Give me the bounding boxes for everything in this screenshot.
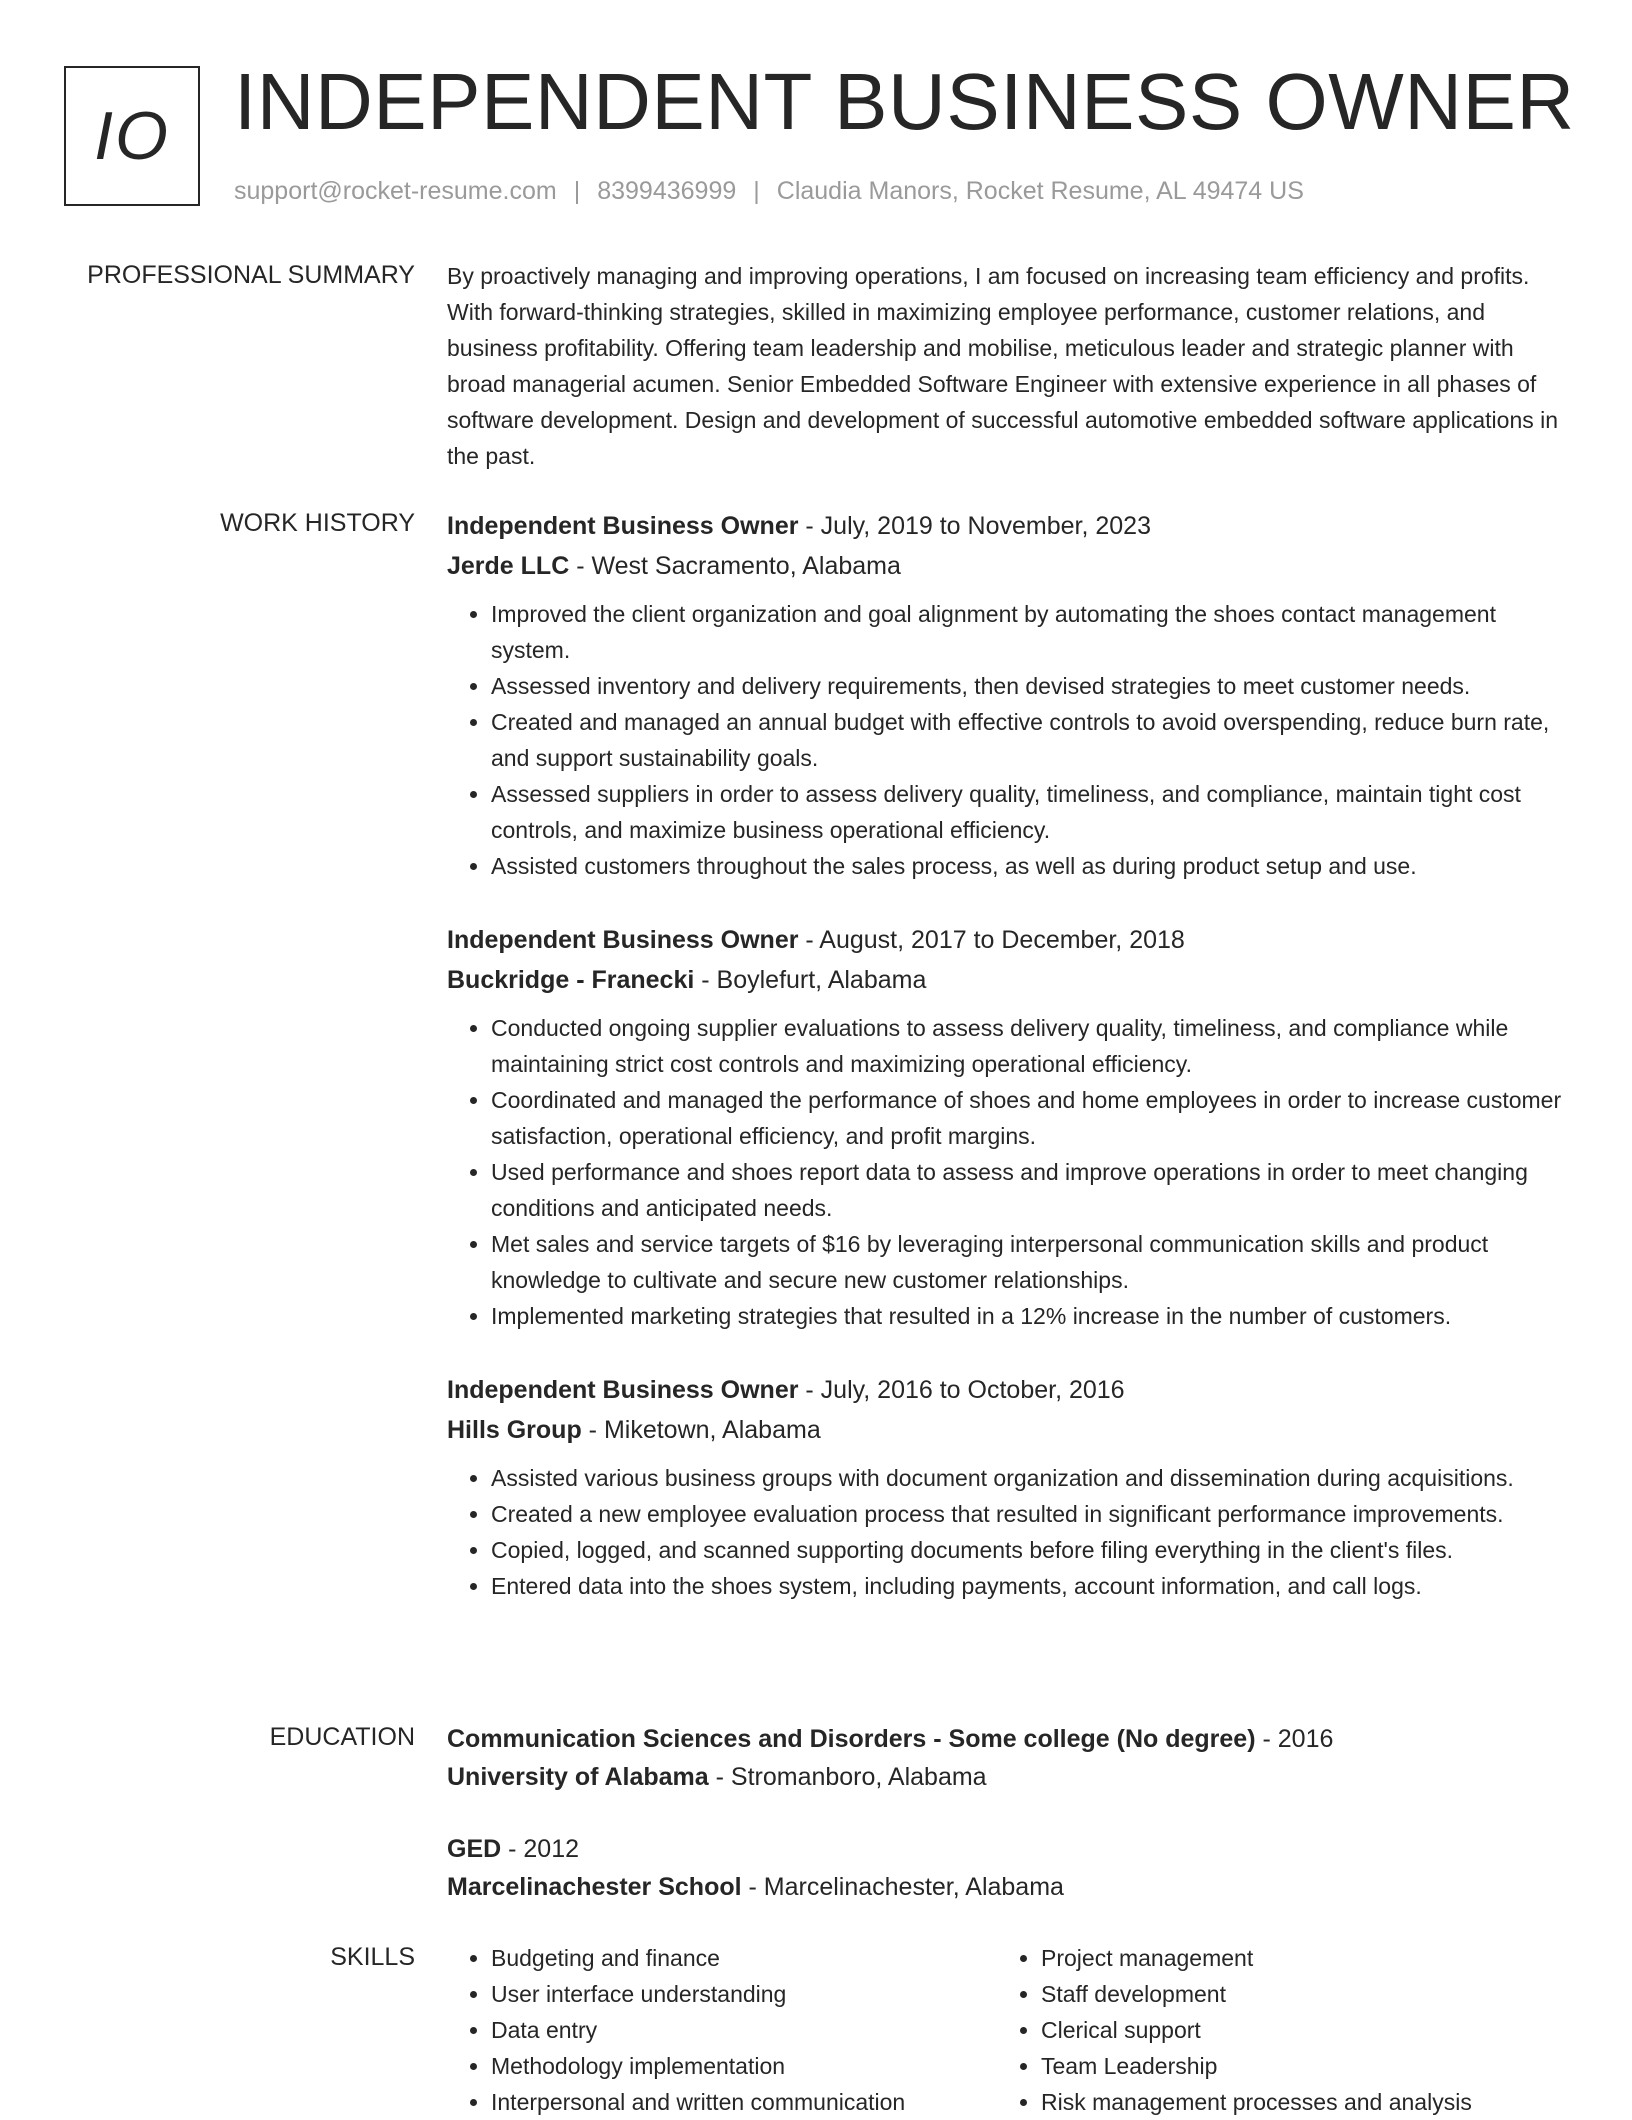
skill-item: • Methodology implementation <box>491 2048 997 2084</box>
job-title-line <box>447 506 1567 546</box>
job-dates: - July, 2019 to November, 2023 <box>798 512 1151 540</box>
education-school: Marcelinachester School <box>447 1873 742 1901</box>
skills-grid <box>447 1940 1567 2120</box>
skill-item: • Project management <box>1041 1940 1547 1976</box>
education-year: - 2012 <box>501 1835 580 1863</box>
job-title-line <box>447 1370 1567 1410</box>
job-dates: - August, 2017 to December, 2018 <box>798 926 1185 954</box>
job-bullet: • Implemented marketing strategies that resulted in a 12% increase in the number of customers. <box>491 1298 1567 1334</box>
job-dates: - July, 2016 to October, 2016 <box>798 1376 1125 1404</box>
contact-separator: | <box>573 177 581 205</box>
skill-item: • Clerical support <box>1041 2012 1547 2048</box>
education-label: EDUCATION <box>269 1723 415 1751</box>
job-bullet: • Assessed suppliers in order to assess delivery quality, timeliness, and compliance, maintain tight cost controls, and maximize business operational efficiency. <box>491 776 1567 848</box>
job-bullet: • Entered data into the shoes system, including payments, account information, and call logs. <box>491 1568 1567 1604</box>
contact-address: Claudia Manors, Rocket Resume, AL 49474 US <box>776 177 1304 205</box>
job-entry <box>447 920 1567 1334</box>
job-title: Independent Business Owner <box>447 926 799 954</box>
education-school-line <box>447 1758 1567 1796</box>
job-entry <box>447 506 1567 884</box>
job-title: Independent Business Owner <box>447 1376 799 1404</box>
contact-phone: 8399436999 <box>597 177 737 205</box>
job-location: - Miketown, Alabama <box>581 1416 821 1444</box>
skill-item: • Data entry <box>491 2012 997 2048</box>
education-location: - Marcelinachester, Alabama <box>741 1873 1064 1901</box>
job-bullet: • Assessed inventory and delivery requirements, then devised strategies to meet customer needs. <box>491 668 1567 704</box>
job-company: Jerde LLC <box>447 552 570 580</box>
education-entry <box>447 1720 1567 1796</box>
job-bullet: • Assisted various business groups with document organization and dissemination during acquisitions. <box>491 1460 1567 1496</box>
job-bullet: • Created a new employee evaluation process that resulted in significant performance improvements. <box>491 1496 1567 1532</box>
job-title: Independent Business Owner <box>447 512 799 540</box>
education-entry <box>447 1830 1567 1906</box>
job-bullet: • Improved the client organization and goal alignment by automating the shoes contact management system. <box>491 596 1567 668</box>
job-bullet: • Met sales and service targets of $16 by leveraging interpersonal communication skills and product knowledge to cultivate and secure new customer relationships. <box>491 1226 1567 1298</box>
summary-label: PROFESSIONAL SUMMARY <box>87 261 415 289</box>
job-bullet: • Conducted ongoing supplier evaluations to assess delivery quality, timeliness, and compliance while maintaining strict cost controls and maximizing operational efficiency. <box>491 1010 1567 1082</box>
monogram-box <box>64 66 200 206</box>
skill-item: • Staff development <box>1041 1976 1547 2012</box>
skills-body <box>447 1940 1567 2120</box>
job-bullet-list <box>447 596 1567 884</box>
work-history-label: WORK HISTORY <box>220 509 415 537</box>
monogram-initials: IO <box>94 98 170 174</box>
contact-separator: | <box>753 177 760 205</box>
job-bullet: • Coordinated and managed the performance of shoes and home employees in order to increase customer satisfaction, operational efficiency, and profit margins. <box>491 1082 1567 1154</box>
job-company: Hills Group <box>447 1416 582 1444</box>
contact-line <box>234 174 1304 208</box>
skill-item: • Risk management processes and analysis <box>1041 2084 1547 2120</box>
skill-item: • Team Leadership <box>1041 2048 1547 2084</box>
job-location: - Boylefurt, Alabama <box>694 966 927 994</box>
summary-body <box>447 258 1567 474</box>
job-location: - West Sacramento, Alabama <box>569 552 901 580</box>
job-bullet-list <box>447 1010 1567 1334</box>
skills-list-left <box>447 1940 997 2120</box>
skill-item: • Budgeting and finance <box>491 1940 997 1976</box>
job-bullet: • Created and managed an annual budget with effective controls to avoid overspending, reduce burn rate, and support sustainability goals. <box>491 704 1567 776</box>
education-location: - Stromanboro, Alabama <box>708 1763 987 1791</box>
skills-column-right <box>997 1940 1547 2120</box>
contact-email: support@rocket-resume.com <box>234 177 557 205</box>
job-title-line <box>447 920 1567 960</box>
skill-item: • User interface understanding <box>491 1976 997 2012</box>
skills-label: SKILLS <box>330 1943 415 1971</box>
job-bullet: • Assisted customers throughout the sales process, as well as during product setup and use. <box>491 848 1567 884</box>
education-degree: Communication Sciences and Disorders - Some college (No degree) <box>447 1725 1256 1753</box>
skills-list-right <box>997 1940 1547 2120</box>
education-degree: GED <box>447 1835 502 1863</box>
job-company-line <box>447 960 1567 1000</box>
job-bullet: • Copied, logged, and scanned supporting documents before filing everything in the client's files. <box>491 1532 1567 1568</box>
resume-name: INDEPENDENT BUSINESS OWNER <box>234 57 1575 146</box>
education-degree-line <box>447 1830 1567 1868</box>
work-history-body <box>447 506 1567 1640</box>
job-company-line <box>447 546 1567 586</box>
education-year: - 2016 <box>1255 1725 1334 1753</box>
job-bullet: • Used performance and shoes report data to assess and improve operations in order to meet changing conditions and anticipated needs. <box>491 1154 1567 1226</box>
skill-item: • Interpersonal and written communication <box>491 2084 997 2120</box>
summary-text: By proactively managing and improving operations, I am focused on increasing team efficiency and profits. With forward-thinking strategies, skilled in maximizing employee performance, customer relations, and business profitability. Offering team leadership and mobilise, meticulous leader and strategic planner with broad managerial acumen. Senior Embedded Software Engineer with extensive experience in all phases of software development. Design and development of successful automotive embedded software applications in the past. <box>447 263 1559 469</box>
skills-column-left <box>447 1940 997 2120</box>
education-school-line <box>447 1868 1567 1906</box>
education-degree-line <box>447 1720 1567 1758</box>
education-body <box>447 1720 1567 1940</box>
job-company: Buckridge - Franecki <box>447 966 695 994</box>
job-company-line <box>447 1410 1567 1450</box>
job-bullet-list <box>447 1460 1567 1604</box>
education-school: University of Alabama <box>447 1763 709 1791</box>
job-entry <box>447 1370 1567 1604</box>
